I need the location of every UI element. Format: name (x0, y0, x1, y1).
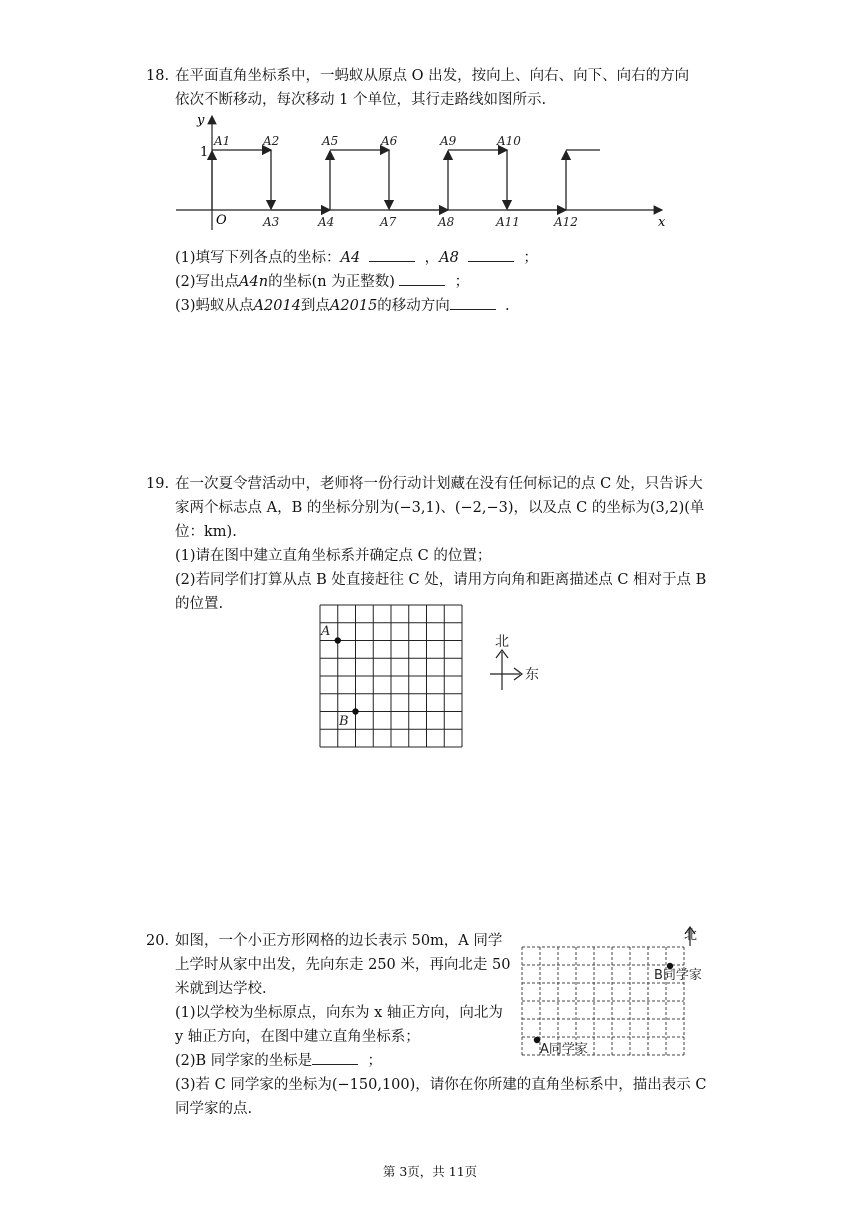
q19-part2: (2)若同学们打算从点 B 处直接赶往 C 处，请用方向角和距离描述点 C 相对于点 B (175, 572, 707, 588)
q18-part3-to: A2015 (329, 298, 378, 314)
q20-answer-blank-b[interactable] (312, 1051, 358, 1065)
q19-text-line1: 在一次夏令营活动中，老师将一份行动计划藏在没有任何标记的点 C 处，只告诉大 (175, 476, 703, 492)
q19-part1: (1)请在图中建立直角坐标系并确定点 C 的位置； (175, 548, 492, 564)
point-b-label: B (339, 714, 349, 729)
q18-answer-blank-a4n[interactable] (399, 272, 445, 286)
q18-part1: (1)填写下列各点的坐标：A4 ，A8 ； (175, 250, 538, 266)
point-label-a5: A5 (322, 134, 339, 148)
q18-number: 18. (146, 68, 170, 84)
page-footer: 第 3页，共 11页 (382, 1164, 478, 1179)
y-axis-label: y (197, 113, 205, 128)
q18-text-line1: 在平面直角坐标系中，一蚂蚁从原点 O 出发，按向上、向右、向下、向右的方向 (175, 68, 690, 84)
point-label-a10: A10 (497, 134, 521, 148)
x-axis-label: x (658, 215, 666, 230)
q18-ant-path-figure (172, 112, 672, 232)
q20-part2-text: (2)B 同学家的坐标是 (175, 1053, 313, 1069)
q18-answer-blank-a4[interactable] (369, 248, 415, 262)
q20-number: 20. (146, 933, 170, 949)
q18-answer-blank-direction[interactable] (450, 296, 496, 310)
q18-part2: (2)写出点A4n的坐标(n 为正整数) ； (175, 274, 470, 290)
compass-east-label: 东 (525, 667, 539, 683)
q20-text-line1: 如图，一个小正方形网格的边长表示 50m，A 同学 (175, 933, 503, 949)
q20-part1: (1)以学校为坐标原点，向东为 x 轴正方向，向北为 (175, 1005, 503, 1021)
y-tick-label: 1 (200, 145, 209, 160)
point-label-a3: A3 (263, 215, 280, 229)
q18-part3-suffix: 的移动方向 (377, 298, 450, 314)
point-label-a12: A12 (554, 215, 578, 229)
q18-part2-suffix: 的坐标(n 为正整数) (268, 274, 395, 290)
q20-text-line3: 米就到达学校. (175, 981, 267, 997)
q19-number: 19. (146, 476, 170, 492)
point-label-a11: A11 (496, 215, 520, 229)
q19-compass (486, 630, 550, 690)
point-label-a2: A2 (263, 134, 280, 148)
point-label-a6: A6 (381, 134, 398, 148)
point-a (335, 637, 341, 643)
origin-label: O (216, 213, 227, 228)
q20-part3-cont: 同学家的点. (175, 1101, 253, 1117)
q20-north-label: 北 (684, 928, 698, 943)
q18-part3-prefix: (3)蚂蚁从点 (175, 298, 254, 314)
q18-part2-prefix: (2)写出点 (175, 274, 240, 290)
point-label-a9: A9 (440, 134, 457, 148)
point-a-home-label: A同学家 (540, 1042, 588, 1057)
point-b-home-label: B同学家 (654, 968, 702, 983)
q18-part2-point: A4n (239, 274, 269, 290)
q18-answer-blank-a8[interactable] (468, 248, 514, 262)
point-label-a8: A8 (438, 215, 455, 229)
q18-text-line2: 依次不断移动，每次移动 1 个单位，其行走路线如图所示. (175, 92, 547, 108)
q19-text-line3: 位：km). (175, 524, 237, 540)
point-label-a1: A1 (214, 134, 231, 148)
q20-text-line2: 上学时从家中出发，先向东走 250 米，再向北走 50 (175, 957, 511, 973)
q20-grid-figure (518, 920, 723, 1060)
q18-part1-prefix: (1)填写下列各点的坐标： (175, 250, 341, 266)
q18-part3-from: A2014 (253, 298, 301, 314)
compass-north-label: 北 (495, 634, 509, 650)
q18-part3-mid: 到点 (300, 298, 330, 314)
q18-part1-a8: A8 (439, 250, 459, 266)
q20-part2: (2)B 同学家的坐标是 ； (175, 1053, 383, 1069)
q19-part2-cont: 的位置. (175, 596, 224, 612)
q20-part3: (3)若 C 同学家的坐标为(−150,100)，请你在你所建的直角坐标系中，描出表示 C (175, 1077, 707, 1093)
q19-text-line2: 家两个标志点 A，B 的坐标分别为(−3,1)、(−2,−3)，以及点 C 的坐标为(3,2)(单 (175, 500, 705, 516)
point-b (352, 708, 358, 714)
q18-part3: (3)蚂蚁从点A2014到点A2015的移动方向 . (175, 298, 510, 314)
q18-part1-a4: A4 (340, 250, 361, 266)
q19-grid-figure (318, 603, 464, 749)
point-label-a4: A4 (318, 215, 335, 229)
q20-part1-cont: y 轴正方向，在图中建立直角坐标系； (175, 1029, 420, 1045)
point-label-a7: A7 (380, 215, 397, 229)
point-a-label: A (321, 624, 331, 639)
